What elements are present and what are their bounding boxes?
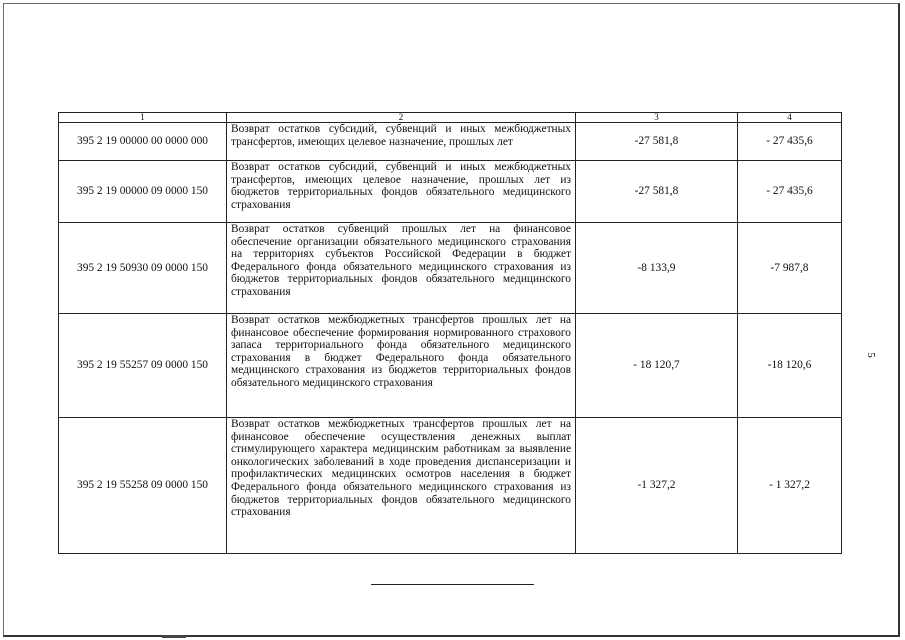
- budget-code-cell: 395 2 19 50930 09 0000 150: [59, 223, 227, 314]
- amount-col3-cell: -27 581,8: [576, 123, 738, 161]
- description-text: Возврат остатков субвенций прошлых лет на финансовое обеспечение организации обязательного медицинского страхования на территориях субъектов Российской Федерации в бюджет Федерального фонда обязательного медицинского страхования из бюджетов территориальных фондов обязательного медицинского страхования: [231, 223, 571, 298]
- table-row: [59, 418, 842, 554]
- budget-code-cell: 395 2 19 55257 09 0000 150: [59, 314, 227, 418]
- column-number-row: [59, 113, 842, 123]
- budget-code-cell: 395 2 19 00000 00 0000 000: [59, 123, 227, 161]
- description-cell: [227, 418, 576, 554]
- amount-col3-cell: -8 133,9: [576, 223, 738, 314]
- amount-col4-cell: - 1 327,2: [738, 418, 842, 554]
- description-text: Возврат остатков межбюджетных трансфертов прошлых лет на финансовое обеспечение формирования нормированного страхового запаса территориального фонда обязательного медицинского страхования в бюджет Федерального фонда обязательного медицинского страхования из бюджетов территориальных фондов обязательного медицинского страхования: [231, 314, 571, 389]
- column-number: 3: [576, 113, 738, 123]
- description-cell: [227, 123, 576, 161]
- table-row: [59, 314, 842, 418]
- budget-code-cell: 395 2 19 00000 09 0000 150: [59, 161, 227, 223]
- scan-mark: [162, 635, 186, 638]
- description-text: Возврат остатков субсидий, субвенций и иных межбюджетных трансфертов, имеющих целевое назначение, прошлых лет из бюджетов территориальных фондов обязательного медицинского страхования: [231, 161, 571, 211]
- amount-col3-cell: -27 581,8: [576, 161, 738, 223]
- page-number: 5: [864, 352, 877, 358]
- description-cell: [227, 223, 576, 314]
- amount-col4-cell: - 27 435,6: [738, 161, 842, 223]
- budget-code-cell: 395 2 19 55258 09 0000 150: [59, 418, 227, 554]
- amount-col3-cell: -1 327,2: [576, 418, 738, 554]
- footer-divider: [371, 584, 534, 585]
- table-row: [59, 123, 842, 161]
- description-cell: [227, 161, 576, 223]
- budget-table: [58, 112, 842, 554]
- description-text: Возврат остатков субсидий, субвенций и иных межбюджетных трансфертов, имеющих целевое назначение, прошлых лет: [231, 123, 571, 148]
- amount-col3-cell: - 18 120,7: [576, 314, 738, 418]
- table-row: [59, 161, 842, 223]
- amount-col4-cell: -18 120,6: [738, 314, 842, 418]
- column-number: 1: [59, 113, 227, 123]
- description-text: Возврат остатков межбюджетных трансфертов прошлых лет на финансовое обеспечение осуществления денежных выплат стимулирующего характера медицинским работникам за выявление онкологических заболеваний в ходе проведения диспансеризации и профилактических медицинских осмотров населения в бюджет Федерального фонда обязательного медицинского страхования из бюджетов территориальных фондов обязательного медицинского страхования: [231, 418, 571, 519]
- amount-col4-cell: - 27 435,6: [738, 123, 842, 161]
- column-number: 2: [227, 113, 576, 123]
- column-number: 4: [738, 113, 842, 123]
- table-row: [59, 223, 842, 314]
- amount-col4-cell: -7 987,8: [738, 223, 842, 314]
- description-cell: [227, 314, 576, 418]
